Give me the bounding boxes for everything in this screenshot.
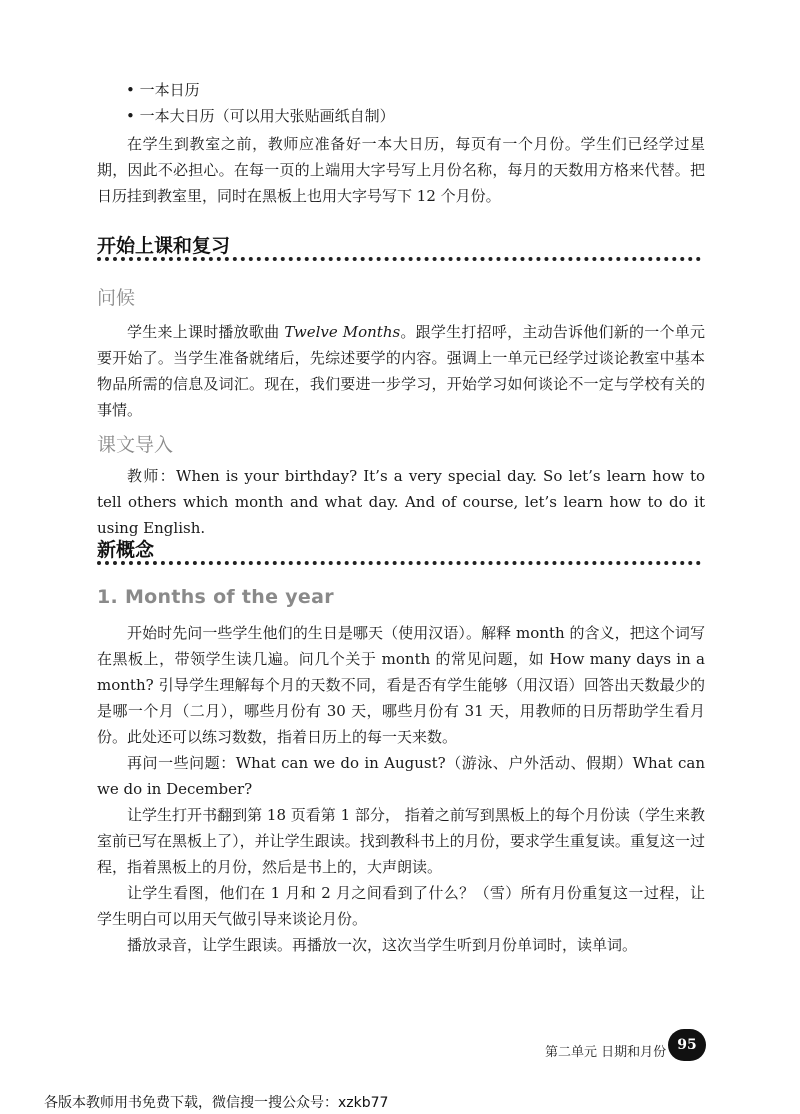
subsection-title-lead-in: 课文导入 (97, 434, 174, 456)
page-number-badge: 95 (668, 1029, 706, 1061)
concept-paragraph: 让学生打开书翻到第 18 页看第 1 部分， 指着之前写到黑板上的每个月份读（学生来教室前已写在黑板上了），并让学生跟读。找到教科书上的月份，要求学生重复读。重复这一过程，指着黑板上的月份，然后是书上的，大声朗读。 (97, 806, 705, 876)
section-title-new-concepts: 新概念 (97, 539, 155, 561)
greeting-text-after: 。跟学生打招呼，主动告诉他们新的一个单元要开始了。当学生准备就绪后，先综述要学的内容。强调上一单元已经学过谈论教室中基本物品所需的信息及词汇。现在，我们要进一步学习，开始学习如何谈论不一定与学校有关的事情。 (97, 323, 705, 419)
concept-paragraph: 播放录音，让学生跟读。再播放一次，这次当学生听到月份单词时，读单词。 (127, 936, 638, 954)
concept-paragraph: 开始时先问一些学生他们的生日是哪天（使用汉语）。解释 month 的含义，把这个词写在黑板上，带领学生读几遍。问几个关于 month 的常见问题，如 How many days in a month? 引导学生理解每个月的天数不同，看是否有学生能够（用汉语）回答出天数最少的是哪一个月（二月），哪些月份有 30 天，哪些月份有 31 天，用教师的日历帮助学生看月份。此处还可以练习数数，指着日历上的每一天来数。 (97, 624, 705, 746)
materials-bullet-calendar: • 一本日历 (126, 81, 200, 99)
greeting-text-before: 学生来上课时播放歌曲 (127, 323, 285, 341)
greeting-paragraph (97, 319, 705, 423)
subsection-title-months: 1. Months of the year (97, 586, 334, 608)
lead-in-paragraph: 教师：When is your birthday? It’s a very special day. So let’s learn how to tell others which month and what day. And of course, let’s learn how to do it using English. (97, 467, 705, 537)
download-watermark: 各版本教师用书免费下载，微信搜一搜公众号：xzkb77 (44, 1095, 389, 1111)
subsection-title-greeting: 问候 (97, 287, 136, 309)
section-divider (97, 253, 701, 261)
concept-paragraph: 让学生看图，他们在 1 月和 2 月之间看到了什么？（雪）所有月份重复这一过程，让学生明白可以用天气做引导来谈论月份。 (97, 884, 705, 928)
concept-paragraph: 再问一些问题：What can we do in August?（游泳、户外活动、假期）What can we do in December? (97, 754, 705, 798)
song-title: Twelve Months (284, 323, 401, 341)
section-divider (97, 557, 701, 565)
unit-label: 第二单元 日期和月份 (545, 1045, 667, 1060)
section-title-start-review: 开始上课和复习 (97, 235, 231, 257)
materials-bullet-big-calendar: • 一本大日历（可以用大张贴画纸自制） (126, 107, 395, 125)
intro-paragraph: 在学生到教室之前，教师应准备好一本大日历，每页有一个月份。学生们已经学过星期，因此不必担心。在每一页的上端用大字号写上月份名称，每月的天数用方格来代替。把日历挂到教室里，同时在黑板上也用大字号写下 12 个月份。 (97, 135, 705, 205)
